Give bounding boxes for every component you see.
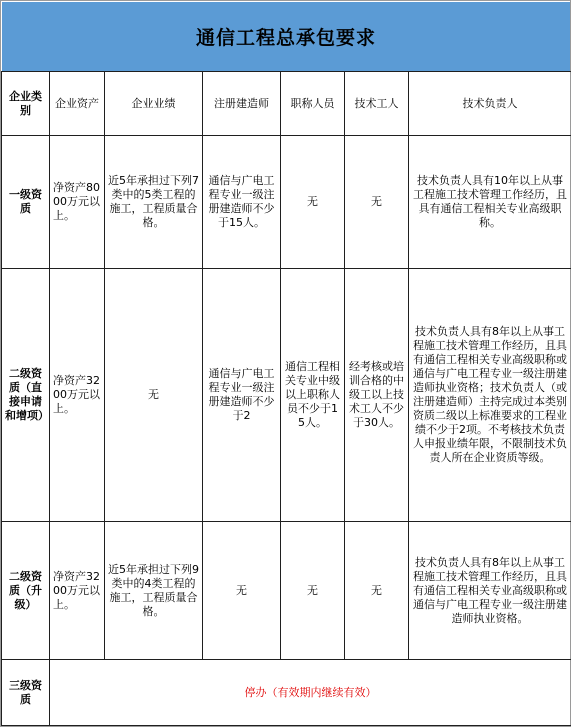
row-tech-lead: 技术负责人具有8年以上从事工程施工技术管理工作经历，且具有通信工程相关专业高级职称或通信与广电工程专业一级注册建造师执业资格。 [409,522,571,660]
row-assets: 净资产3200万元以上。 [50,269,105,522]
row-builders: 无 [203,522,281,660]
row-category: 二级资质（升级） [2,522,50,660]
row-builders: 通信与广电工程专业一级注册建造师不少于2 [203,269,281,522]
header-titled: 职称人员 [281,72,345,136]
row-workers: 无 [345,136,409,269]
header-tech-lead: 技术负责人 [409,72,571,136]
row-tech-lead: 技术负责人具有10年以上从事工程施工技术管理工作经历，且具有通信工程相关专业高级职称。 [409,136,571,269]
table-row [2,660,571,726]
row-titled: 无 [281,136,345,269]
row-assets: 净资产3200万元以上。 [50,522,105,660]
suspended-note: 停办（有效期内继续有效） [50,660,571,726]
header-builders: 注册建造师 [203,72,281,136]
row-titled: 无 [281,522,345,660]
requirements-table [1,71,571,726]
header-performance: 企业业绩 [105,72,203,136]
row-builders: 通信与广电工程专业一级注册建造师不少于15人。 [203,136,281,269]
row-category: 三级资质 [2,660,50,726]
header-category: 企业类别 [2,72,50,136]
row-titled: 通信工程相关专业中级以上职称人员不少于15人。 [281,269,345,522]
row-category: 一级资质 [2,136,50,269]
row-workers: 经考核或培训合格的中级工以上技术工人不少于30人。 [345,269,409,522]
table-row [2,136,571,269]
header-row [2,72,571,136]
row-performance: 近5年承担过下列7类中的5类工程的施工，工程质量合格。 [105,136,203,269]
header-workers: 技术工人 [345,72,409,136]
row-performance: 无 [105,269,203,522]
table-row [2,522,571,660]
header-assets: 企业资产 [50,72,105,136]
page-title: 通信工程总承包要求 [2,2,570,72]
table-row [2,269,571,522]
row-assets: 净资产8000万元以上。 [50,136,105,269]
row-performance: 近5年承担过下列9类中的4类工程的施工，工程质量合格。 [105,522,203,660]
row-category: 二级资质（直接申请和增项） [2,269,50,522]
row-tech-lead: 技术负责人具有8年以上从事工程施工技术管理工作经历，且具有通信工程相关专业高级职称或通信与广电工程专业一级注册建造师执业资格；技术负责人（或注册建造师）主持完成过本类别资质二级以上标准要求的工程业绩不少于2项。不考核技术负责人申报业绩年限，不限制技术负责人所在企业资质等级。 [409,269,571,522]
row-workers: 无 [345,522,409,660]
